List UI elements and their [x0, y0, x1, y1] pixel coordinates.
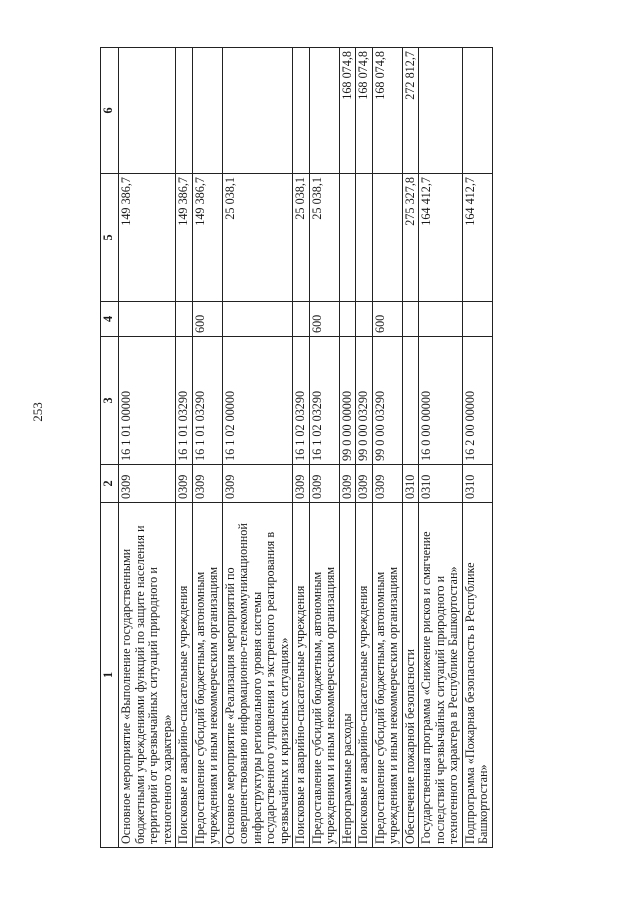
- row-target-cell: 16 0 00 00000: [419, 337, 463, 465]
- row-section-cell: 0309: [356, 465, 373, 503]
- row-target-cell: [402, 337, 419, 465]
- header-cell: 4: [101, 302, 119, 337]
- row-amount2-cell: [192, 48, 222, 174]
- table-row: [462, 48, 492, 848]
- header-cell: 6: [101, 48, 119, 174]
- row-target-cell: 99 0 00 00000: [339, 337, 356, 465]
- row-amount2-cell: [176, 48, 193, 174]
- row-amount2-cell: [309, 48, 339, 174]
- row-type-cell: [119, 302, 176, 337]
- row-name-cell: Предоставление субсидий бюджетным, автономным учреждениям и иным некоммерческим организациям: [309, 503, 339, 848]
- row-name-cell: Поисковые и аварийно-спасательные учреждения: [176, 503, 193, 848]
- row-section-cell: 0309: [372, 465, 402, 503]
- row-target-cell: 16 1 02 03290: [309, 337, 339, 465]
- row-section-cell: 0309: [176, 465, 193, 503]
- row-target-cell: 16 1 01 00000: [119, 337, 176, 465]
- row-amount-cell: 149 386,7: [192, 174, 222, 302]
- row-target-cell: 99 0 00 03290: [372, 337, 402, 465]
- table-row: [402, 48, 419, 848]
- row-section-cell: 0309: [119, 465, 176, 503]
- row-amount-cell: 149 386,7: [119, 174, 176, 302]
- row-target-cell: 16 1 01 03290: [176, 337, 193, 465]
- row-amount-cell: [372, 174, 402, 302]
- row-type-cell: 600: [192, 302, 222, 337]
- row-name-cell: Обеспечение пожарной безопасности: [402, 503, 419, 848]
- table-row: [419, 48, 463, 848]
- row-section-cell: 0310: [402, 465, 419, 503]
- row-name-cell: Поисковые и аварийно-спасательные учреждения: [356, 503, 373, 848]
- row-target-cell: 16 2 00 00000: [462, 337, 492, 465]
- row-type-cell: [339, 302, 356, 337]
- row-type-cell: [356, 302, 373, 337]
- table-row: [356, 48, 373, 848]
- row-section-cell: 0309: [339, 465, 356, 503]
- row-amount-cell: 164 412,7: [462, 174, 492, 302]
- row-target-cell: 16 1 02 03290: [293, 337, 310, 465]
- row-amount-cell: 25 038,1: [309, 174, 339, 302]
- row-type-cell: 600: [309, 302, 339, 337]
- row-type-cell: 600: [372, 302, 402, 337]
- row-name-cell: Государственная программа «Снижение рисков и смягчение последствий чрезвычайных ситуаций природного и техногенного характера в Республике Башкортостан»: [419, 503, 463, 848]
- row-section-cell: 0310: [462, 465, 492, 503]
- page-number: 253: [30, 402, 45, 422]
- row-amount2-cell: 168 074,8: [356, 48, 373, 174]
- table-row: [222, 48, 293, 848]
- row-name-cell: Поисковые и аварийно-спасательные учреждения: [293, 503, 310, 848]
- row-section-cell: 0309: [192, 465, 222, 503]
- row-name-cell: Основное мероприятие «Реализация мероприятий по совершенствованию информационно-телекоммуникационной инфраструктуры регионального уровня системы государственного управления и экстренного реагирования в чрезвычайных и кризисных ситуациях»: [222, 503, 293, 848]
- row-amount-cell: 164 412,7: [419, 174, 463, 302]
- row-amount2-cell: [222, 48, 293, 174]
- row-amount-cell: [339, 174, 356, 302]
- row-name-cell: Предоставление субсидий бюджетным, автономным учреждениям и иным некоммерческим организациям: [372, 503, 402, 848]
- header-row: [101, 48, 119, 848]
- row-section-cell: 0309: [222, 465, 293, 503]
- row-type-cell: [462, 302, 492, 337]
- row-name-cell: Подпрограмма «Пожарная безопасность в Республике Башкортостан»: [462, 503, 492, 848]
- row-amount2-cell: [419, 48, 463, 174]
- row-type-cell: [402, 302, 419, 337]
- row-amount-cell: [356, 174, 373, 302]
- table-row: [339, 48, 356, 848]
- header-cell: 3: [101, 337, 119, 465]
- table-row: [372, 48, 402, 848]
- row-amount-cell: 275 327,8: [402, 174, 419, 302]
- row-target-cell: 16 1 01 03290: [192, 337, 222, 465]
- row-name-cell: Основное мероприятие «Выполнение государственными бюджетными учреждениями функций по защите населения и территорий от чрезвычайных ситуаций природного и техногенного характера»: [119, 503, 176, 848]
- row-amount2-cell: [293, 48, 310, 174]
- row-section-cell: 0310: [419, 465, 463, 503]
- table-row: [309, 48, 339, 848]
- row-amount2-cell: 272 812,7: [402, 48, 419, 174]
- row-type-cell: [293, 302, 310, 337]
- table-row: [293, 48, 310, 848]
- table-row: [119, 48, 176, 848]
- row-section-cell: 0309: [309, 465, 339, 503]
- row-name-cell: Непрограммные расходы: [339, 503, 356, 848]
- row-amount-cell: 25 038,1: [222, 174, 293, 302]
- row-target-cell: 99 0 00 03290: [356, 337, 373, 465]
- budget-table-container: [100, 48, 640, 848]
- header-cell: 2: [101, 465, 119, 503]
- row-amount2-cell: 168 074,8: [339, 48, 356, 174]
- row-type-cell: [222, 302, 293, 337]
- row-amount2-cell: [119, 48, 176, 174]
- table-row: [176, 48, 193, 848]
- row-amount-cell: 149 386,7: [176, 174, 193, 302]
- row-type-cell: [176, 302, 193, 337]
- row-amount2-cell: 168 074,8: [372, 48, 402, 174]
- budget-table: [100, 47, 493, 848]
- row-amount-cell: 25 038,1: [293, 174, 310, 302]
- header-cell: 5: [101, 174, 119, 302]
- row-name-cell: Предоставление субсидий бюджетным, автономным учреждениям и иным некоммерческим организациям: [192, 503, 222, 848]
- header-cell: 1: [101, 503, 119, 848]
- row-type-cell: [419, 302, 463, 337]
- row-amount2-cell: [462, 48, 492, 174]
- row-target-cell: 16 1 02 00000: [222, 337, 293, 465]
- table-row: [192, 48, 222, 848]
- row-section-cell: 0309: [293, 465, 310, 503]
